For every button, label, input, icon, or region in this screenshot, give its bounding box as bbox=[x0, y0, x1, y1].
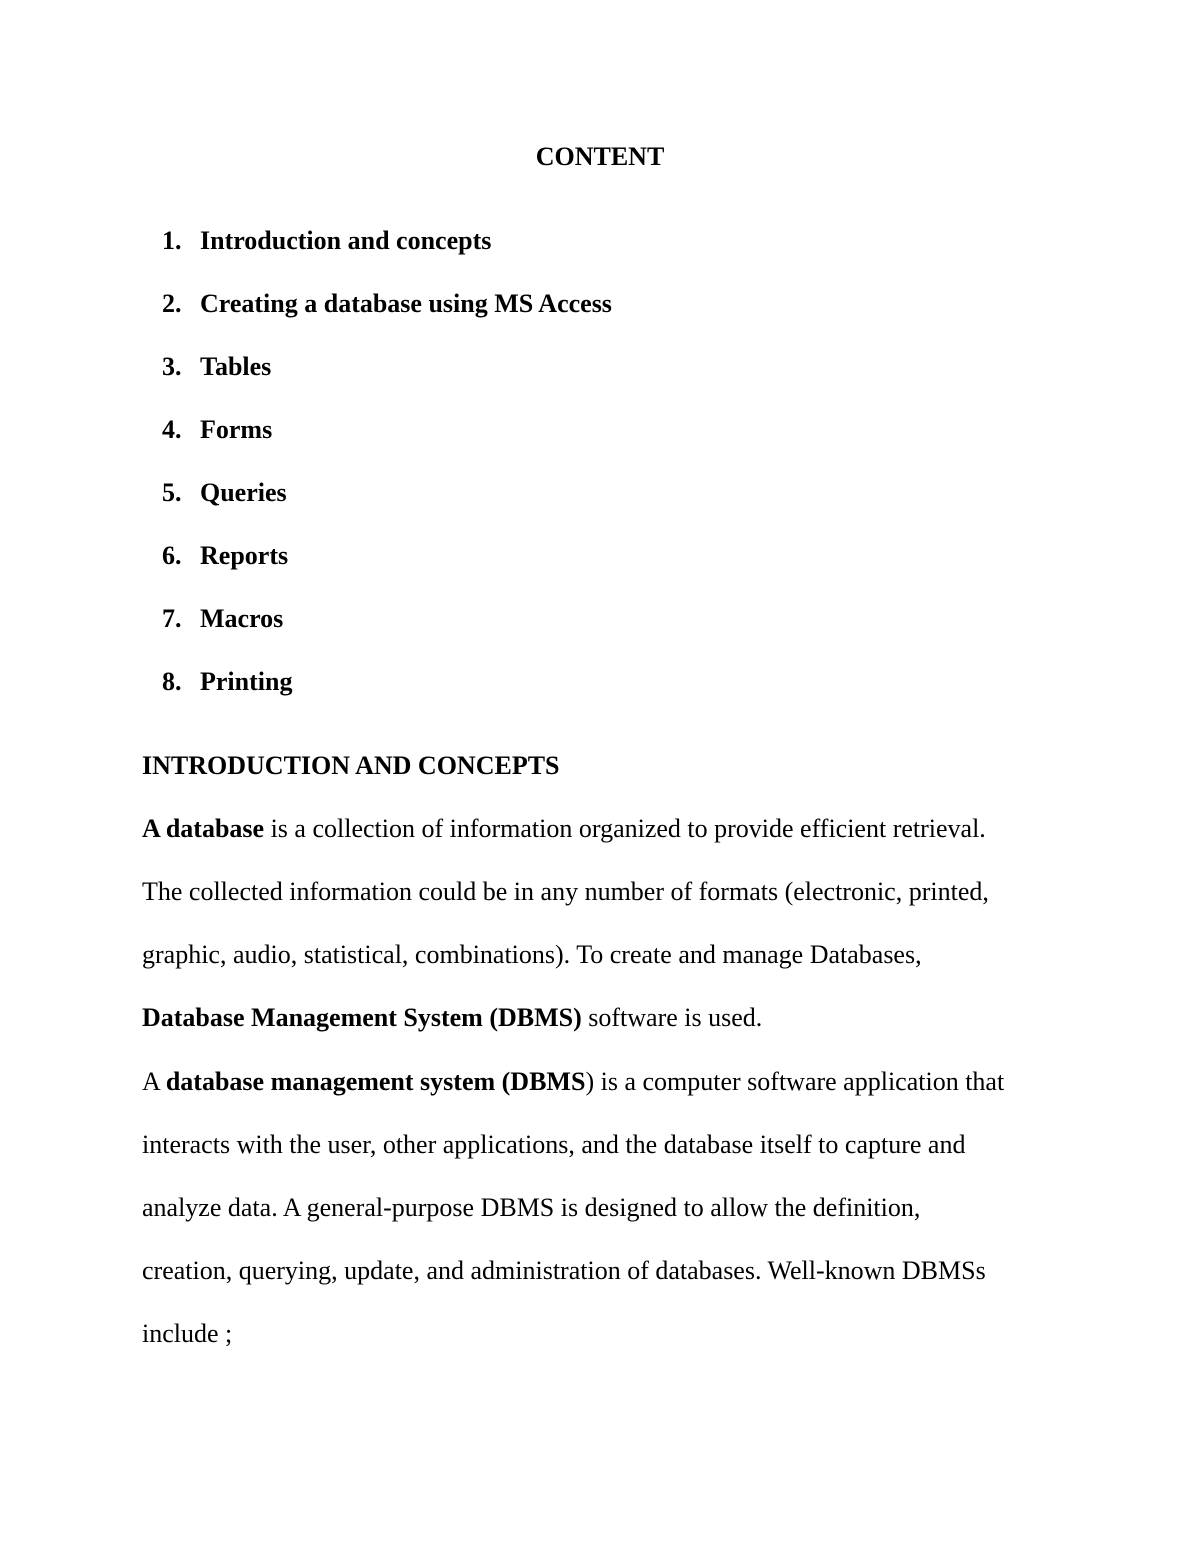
toc-item-number: 6. bbox=[162, 541, 182, 570]
toc-item-label: Reports bbox=[200, 541, 289, 570]
toc-item-label: Creating a database using MS Access bbox=[200, 289, 612, 318]
paragraph-line bbox=[142, 1001, 762, 1035]
paragraph-line: creation, querying, update, and administration of databases. Well-known DBMSs bbox=[142, 1256, 986, 1285]
paragraph-line: The collected information could be in any number of formats (electronic, printed, bbox=[142, 877, 989, 906]
paragraph-text: software is used. bbox=[581, 1003, 763, 1032]
toc-item bbox=[162, 602, 283, 636]
toc-item-number: 2. bbox=[162, 289, 182, 318]
toc-item-label: Queries bbox=[200, 478, 287, 507]
toc-item-number: 1. bbox=[162, 226, 182, 255]
toc-item bbox=[162, 665, 292, 699]
paragraph-line: include ; bbox=[142, 1319, 233, 1348]
toc-item-label: Introduction and concepts bbox=[200, 226, 492, 255]
toc-item-number: 8. bbox=[162, 667, 182, 696]
page-title: CONTENT bbox=[535, 142, 665, 171]
paragraph-line: analyze data. A general-purpose DBMS is designed to allow the definition, bbox=[142, 1193, 921, 1222]
toc-item bbox=[162, 287, 612, 321]
toc-item-number: 7. bbox=[162, 604, 182, 633]
toc-item-number: 5. bbox=[162, 478, 182, 507]
paragraph-line: graphic, audio, statistical, combinations). To create and manage Databases, bbox=[142, 940, 922, 969]
toc-item-label: Macros bbox=[200, 604, 284, 633]
toc-item bbox=[162, 476, 287, 510]
toc-item bbox=[162, 413, 272, 447]
bold-term: database management system (DBMS bbox=[165, 1067, 586, 1096]
toc-item-number: 3. bbox=[162, 352, 182, 381]
paragraph-text: ) is a computer software application that bbox=[585, 1067, 1005, 1096]
toc-item bbox=[162, 350, 271, 384]
toc-item-label: Forms bbox=[200, 415, 273, 444]
toc-item-number: 4. bbox=[162, 415, 182, 444]
paragraph-text: is a collection of information organized to provide efficient retrieval. bbox=[264, 814, 986, 843]
paragraph-line: interacts with the user, other applications, and the database itself to capture and bbox=[142, 1130, 966, 1159]
toc-item-label: Printing bbox=[200, 667, 293, 696]
section-heading: INTRODUCTION AND CONCEPTS bbox=[142, 751, 560, 780]
paragraph-text: A bbox=[142, 1067, 166, 1096]
paragraph-line bbox=[142, 812, 986, 846]
paragraph-line bbox=[142, 1065, 1004, 1099]
toc-item-label: Tables bbox=[200, 352, 272, 381]
toc-item bbox=[162, 224, 491, 258]
toc-item bbox=[162, 539, 288, 573]
bold-term: A database bbox=[142, 814, 265, 843]
bold-term: Database Management System (DBMS) bbox=[142, 1003, 582, 1032]
